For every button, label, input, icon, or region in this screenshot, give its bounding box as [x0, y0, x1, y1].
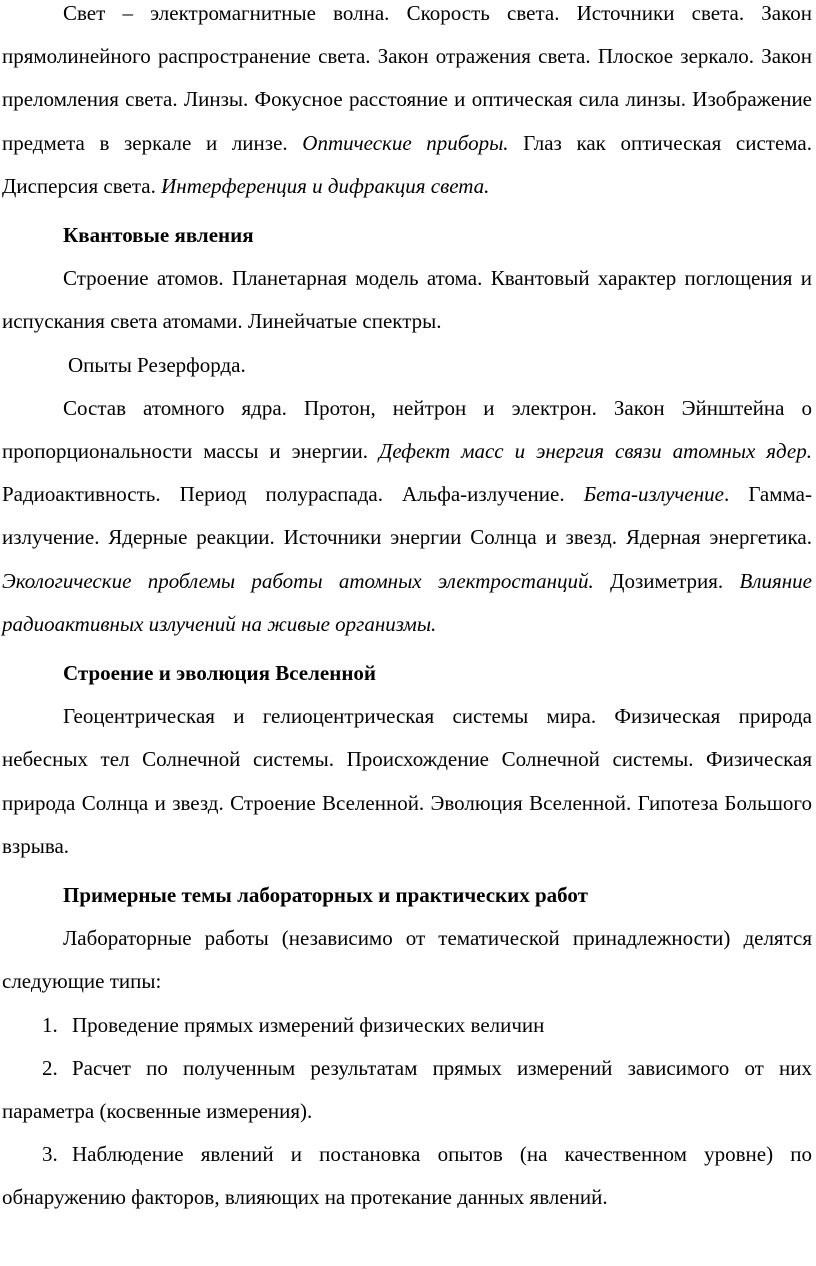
- list-item: [2, 1004, 812, 1047]
- heading-quantum: Квантовые явления: [63, 223, 254, 248]
- list-number: 1.: [42, 1012, 58, 1037]
- heading-labs: Примерные темы лабораторных и практических работ: [63, 883, 588, 908]
- italic-run: Экологические проблемы работы атомных электростанций.: [2, 568, 594, 593]
- list-number: 3.: [42, 1142, 58, 1167]
- italic-run: Дефект масс и энергия связи атомных ядер.: [379, 439, 812, 464]
- paragraph-atoms: Строение атомов. Планетарная модель атома. Квантовый характер поглощения и испускания света атомами. Линейчатые спектры.: [2, 266, 812, 334]
- paragraph-rutherford: Опыты Резерфорда.: [68, 352, 246, 377]
- italic-run: Оптические приборы.: [302, 130, 509, 155]
- list-item: [2, 1047, 812, 1133]
- text-run: . Гамма-излучение. Ядерные реакции. Источники энергии Солнца и звезд. Ядерная энергетика.: [2, 482, 812, 550]
- text-run: Радиоактивность. Период полураспада. Альфа-излучение.: [2, 482, 584, 507]
- text-run: Состав атомного ядра. Протон, нейтрон и электрон. Закон Эйнштейна о пропорциональности массы и энергии.: [2, 395, 812, 464]
- paragraph-labs-intro: Лабораторные работы (независимо от тематической принадлежности) делятся следующие типы:: [2, 926, 812, 994]
- italic-run: Влияние радиоактивных излучений на живые организмы.: [2, 568, 812, 636]
- list-item: [2, 1133, 812, 1219]
- paragraph-universe: Геоцентрическая и гелиоцентрическая системы мира. Физическая природа небесных тел Солнечной системы. Происхождение Солнечной системы. Физическая природа Солнца и звезд. Строение Вселенной. Эволюция Вселенной. Гипотеза Большого взрыва.: [2, 704, 812, 858]
- paragraph-optics: [2, 0, 812, 208]
- list-text: Наблюдение явлений и постановка опытов (на качественном уровне) по обнаружению факторов, влияющих на протекание данных явлений.: [2, 1142, 812, 1210]
- paragraph-nucleus: [2, 387, 812, 646]
- italic-run: Интерференция и дифракция света.: [161, 173, 490, 198]
- text-run: Свет – электромагнитные волна. Скорость света. Источники света. Закон прямолинейного распространение света. Закон отражения света. Плоское зеркало. Закон преломления света. Линзы. Фокусное расстояние и оптическая сила линзы. Изображение предмета в зеркале и линзе.: [2, 1, 812, 155]
- heading-universe: Строение и эволюция Вселенной: [63, 661, 377, 686]
- list-text: Проведение прямых измерений физических величин: [72, 1012, 545, 1037]
- list-number: 2.: [42, 1055, 58, 1080]
- text-run: Глаз как оптическая система. Дисперсия света.: [2, 130, 812, 198]
- list-text: Расчет по полученным результатам прямых измерений зависимого от них параметра (косвенные измерения).: [2, 1055, 812, 1124]
- italic-run: Бета-излучение: [583, 482, 724, 507]
- text-run: Дозиметрия.: [593, 568, 740, 593]
